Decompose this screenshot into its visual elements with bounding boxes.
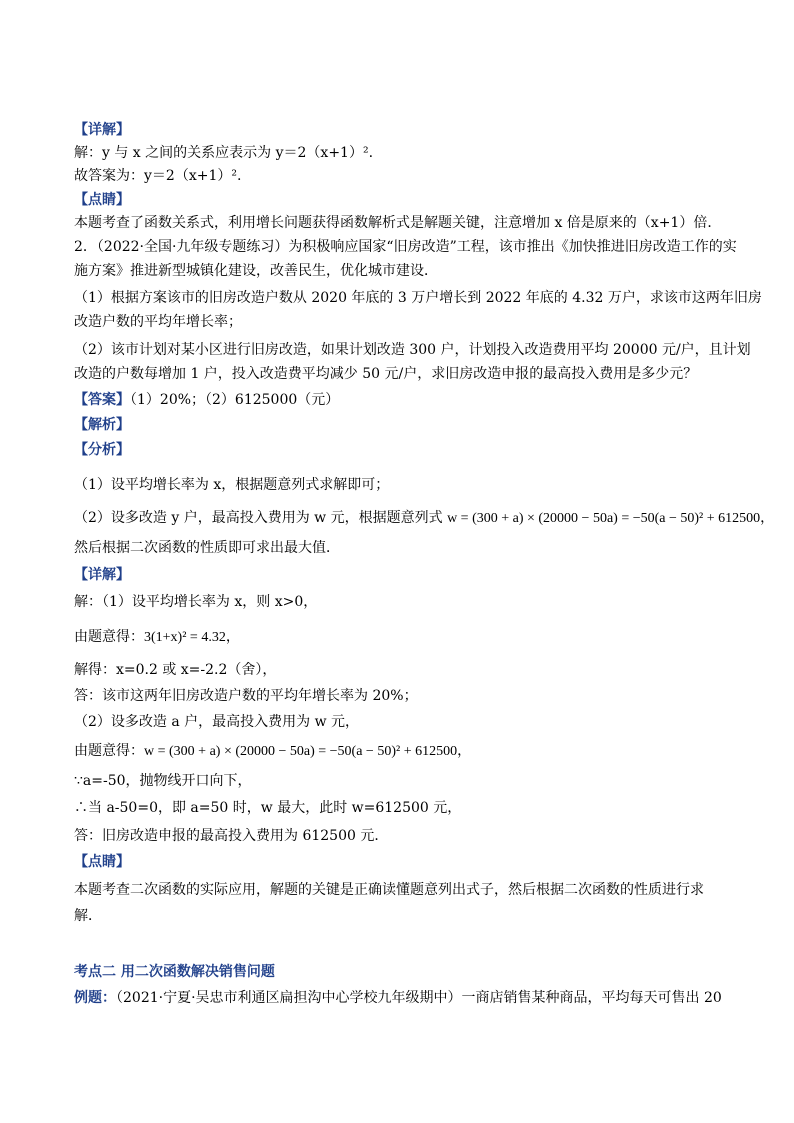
growth-equation: 3(1+x)² = 4.32， (144, 630, 240, 645)
answer-text: （1）20%；（2）6125000（元） (130, 392, 340, 408)
solution-line: 解：y 与 x 之间的关系应表示为 y＝2（x+1）². (74, 145, 374, 161)
analysis-line-3: 然后根据二次函数的性质即可求出最大值． (74, 540, 340, 556)
section-title: 考点二 用二次函数解决销售问题 (74, 964, 275, 980)
detail-line-3: 解得：x=0.2 或 x=-2.2（舍）， (74, 662, 277, 678)
example-line (74, 988, 722, 1008)
comment-2-line-1: 本题考查二次函数的实际应用，解题的关键是正确读懂题意列出式子，然后根据二次函数的性质进行求 (74, 882, 704, 898)
comment-line: 本题考查了函数关系式，利用增长问题获得函数解析式是解题关键，注意增加 x 倍是原来的（x+1）倍． (74, 215, 722, 231)
answer-row (74, 390, 339, 410)
heading-detail-2: 【详解】 (74, 567, 130, 583)
detail-line-8: ∴当 a-50=0，即 a=50 时，w 最大，此时 w=612500 元， (74, 800, 462, 816)
analysis-line-1: （1）设平均增长率为 x，根据题意列式求解即可； (74, 477, 390, 493)
heading-detail: 【详解】 (74, 122, 130, 138)
problem-2-line-2: 施方案》推进新型城镇化建设，改善民生，优化城市建设． (74, 263, 438, 279)
heading-breakdown: 【分析】 (74, 442, 130, 458)
heading-answer: 【答案】 (74, 392, 130, 408)
problem-2-line-1: 2．（2022·全国·九年级专题练习）为积极响应国家“旧房改造”工程，该市推出《加快推进旧房改造工作的实 (74, 239, 737, 255)
cost-equation: w = (300 + a) × (20000 − 50a) = −50(a − 50)² + 612500， (144, 744, 472, 759)
analysis-line-2 (74, 508, 774, 529)
detail-line-1: 解：（1）设平均增长率为 x，则 x>0， (74, 594, 318, 610)
analysis-formula: w = (300 + a) × (20000 − 50a) = −50(a − 50)² + 612500， (447, 511, 775, 526)
example-label: 例题： (74, 990, 116, 1006)
heading-comment: 【点睛】 (74, 192, 130, 208)
example-text: （2021·宁夏·吴忠市利通区扁担沟中心学校九年级期中）一商店销售某种商品，平均每天可售出 20 (116, 990, 722, 1006)
detail-line-2-text: 由题意得： (74, 629, 144, 645)
detail-line-6-text: 由题意得： (74, 743, 144, 759)
detail-line-5: （2）设多改造 a 户，最高投入费用为 w 元， (74, 714, 360, 730)
detail-line-6 (74, 741, 471, 762)
detail-line-9: 答：旧房改造申报的最高投入费用为 612500 元． (74, 828, 389, 844)
heading-comment-2: 【点睛】 (74, 854, 130, 870)
problem-2-part-1-line-1: （1）根据方案该市的旧房改造户数从 2020 年底的 3 万户增长到 2022 年底的 4.32 万户，求该市这两年旧房 (74, 290, 762, 306)
heading-analysis: 【解析】 (74, 417, 130, 433)
problem-2-part-1-line-2: 改造户数的平均年增长率； (74, 314, 242, 330)
detail-line-7: ∵a=-50，抛物线开口向下， (74, 773, 252, 789)
answer-line: 故答案为：y＝2（x+1）². (74, 168, 242, 184)
detail-line-2 (74, 627, 240, 648)
problem-2-part-2-line-1: （2）该市计划对某小区进行旧房改造，如果计划改造 300 户，计划投入改造费用平均 20000 元/户，且计划 (74, 342, 751, 358)
problem-2-part-2-line-2: 改造的户数每增加 1 户，投入改造费平均减少 50 元/户，求旧房改造申报的最高投入费用是多少元？ (74, 366, 698, 382)
analysis-line-2-text: （2）设多改造 y 户，最高投入费用为 w 元，根据题意列式 (74, 510, 448, 526)
detail-line-4: 答：该市这两年旧房改造户数的平均年增长率为 20%； (74, 688, 418, 704)
comment-2-line-2: 解． (74, 908, 102, 924)
